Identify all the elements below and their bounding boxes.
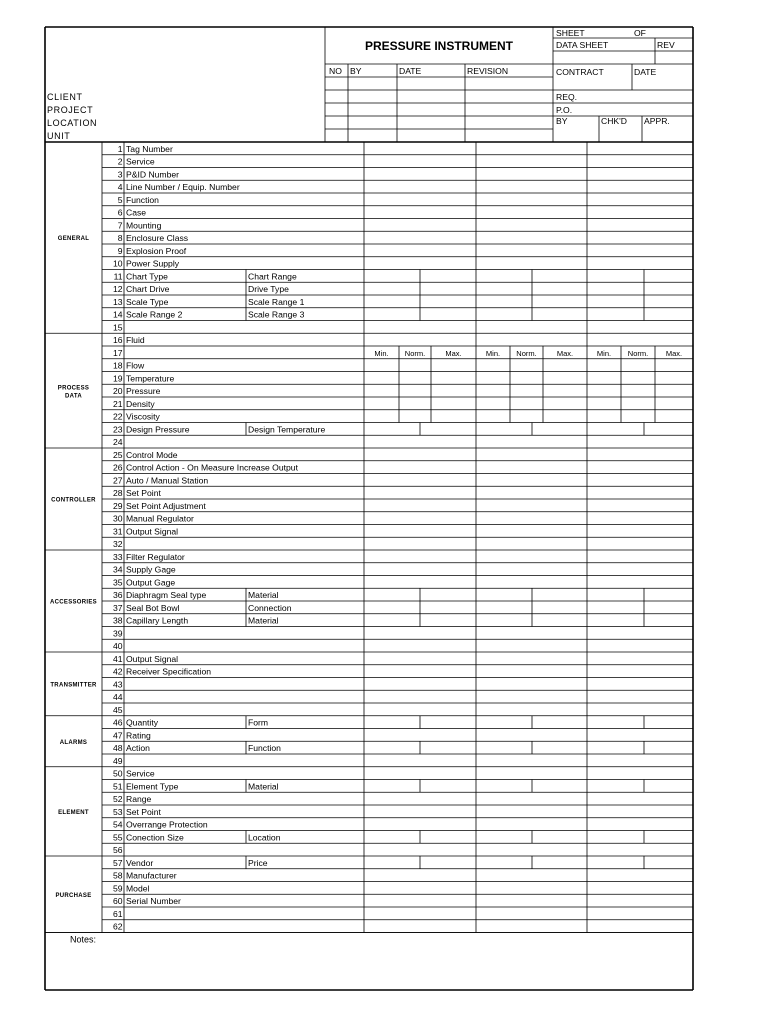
row-number: 35 — [112, 577, 123, 588]
row-label: Set Point — [126, 806, 161, 817]
section-label-transmitter: TRANSMITTER — [50, 682, 97, 689]
row-number: 52 — [112, 794, 123, 805]
row-label-secondary: Scale Range 3 — [248, 309, 305, 320]
row-number: 34 — [112, 564, 123, 575]
row-number: 53 — [112, 806, 123, 817]
row-label: Manufacturer — [126, 870, 177, 881]
row-number: 42 — [112, 666, 123, 677]
row-number: 25 — [112, 449, 123, 460]
row-label: Supply Gage — [126, 564, 176, 575]
field-client: CLIENT — [47, 92, 83, 102]
minmax-label: Norm. — [516, 348, 537, 358]
row-number: 31 — [112, 526, 123, 537]
row-number: 55 — [112, 832, 123, 843]
row-label-secondary: Price — [248, 857, 268, 868]
row-label: Pressure — [126, 386, 161, 397]
row-number: 56 — [112, 845, 123, 856]
row-number: 21 — [112, 398, 123, 409]
section-label-element: ELEMENT — [58, 809, 89, 816]
row-number: 3 — [117, 169, 123, 180]
minmax-label: Min. — [374, 348, 389, 358]
row-number: 29 — [112, 500, 123, 511]
row-label: Mounting — [126, 220, 162, 231]
row-number: 40 — [112, 641, 123, 652]
row-number: 43 — [112, 679, 123, 690]
row-number: 41 — [112, 653, 123, 664]
minmax-label: Max. — [665, 348, 683, 358]
row-label: Temperature — [126, 373, 175, 384]
row-label: Control Action - On Measure Increase Output — [126, 462, 298, 473]
contract-date-label: DATE — [634, 67, 657, 77]
row-label: Filter Regulator — [126, 551, 185, 562]
rev-label: REV — [657, 40, 675, 50]
row-label: Scale Range 2 — [126, 309, 183, 320]
row-label: Line Number / Equip. Number — [126, 182, 240, 193]
field-project: PROJECT — [47, 105, 94, 115]
section-label-controller: CONTROLLER — [51, 497, 96, 504]
row-label: Chart Type — [126, 271, 168, 282]
row-number: 4 — [117, 182, 123, 193]
row-number: 24 — [112, 437, 123, 448]
row-number: 11 — [113, 271, 123, 282]
row-number: 13 — [112, 296, 123, 307]
row-label: Serial Number — [126, 896, 181, 907]
row-label: Scale Type — [126, 296, 169, 307]
row-label: Viscosity — [126, 411, 160, 422]
row-label: Explosion Proof — [126, 245, 187, 256]
revision-header: REVISION — [467, 66, 509, 76]
row-number: 58 — [112, 870, 123, 881]
section-label-process-data: PROCESS — [57, 385, 90, 392]
row-label: Vendor — [126, 857, 154, 868]
row-number: 60 — [112, 896, 123, 907]
minmax-label: Min. — [596, 348, 612, 358]
row-label: Set Point — [126, 488, 161, 499]
field-unit: UNIT — [47, 131, 71, 141]
row-number: 38 — [112, 615, 123, 626]
row-number: 51 — [112, 781, 123, 792]
row-label: Seal Bot Bowl — [126, 602, 180, 613]
row-number: 30 — [112, 513, 123, 524]
row-number: 27 — [112, 475, 123, 486]
minmax-label: Max. — [445, 348, 462, 358]
row-number: 14 — [112, 309, 123, 320]
row-number: 17 — [112, 347, 123, 358]
po-label: P.O. — [556, 105, 573, 115]
row-label: Output Signal — [126, 526, 179, 537]
row-number: 46 — [112, 717, 123, 728]
datasheet-label: DATA SHEET — [556, 40, 609, 50]
row-label: P&ID Number — [126, 169, 180, 180]
sheet-label: SHEET — [556, 28, 585, 38]
row-label: Set Point Adjustment — [126, 500, 206, 511]
row-label: Manual Regulator — [126, 513, 194, 524]
minmax-label: Max. — [556, 348, 574, 358]
row-label: Action — [126, 743, 150, 754]
row-number: 22 — [112, 411, 123, 422]
row-number: 5 — [117, 194, 123, 205]
revision-date-header: DATE — [399, 66, 422, 76]
row-label-secondary: Function — [248, 743, 281, 754]
row-label: Case — [126, 207, 147, 218]
row-number: 15 — [112, 322, 123, 333]
row-label: Design Pressure — [126, 424, 190, 435]
contract-label: CONTRACT — [556, 67, 604, 77]
row-number: 10 — [112, 258, 123, 269]
row-label: Output Gage — [126, 577, 176, 588]
row-number: 48 — [112, 743, 123, 754]
row-number: 54 — [112, 819, 123, 830]
row-label: Function — [126, 194, 159, 205]
row-number: 18 — [112, 360, 123, 371]
row-label: Fluid — [126, 335, 145, 346]
minmax-label: Norm. — [627, 348, 649, 358]
row-number: 20 — [112, 386, 123, 397]
appr-label: APPR. — [644, 116, 670, 126]
row-label: Density — [126, 398, 155, 409]
notes-label: Notes: — [70, 934, 97, 945]
row-label: Range — [126, 794, 152, 805]
field-location: LOCATION — [47, 118, 98, 128]
row-number: 57 — [112, 857, 123, 868]
row-number: 23 — [112, 424, 123, 435]
row-number: 45 — [112, 704, 123, 715]
section-label-general: GENERAL — [57, 236, 90, 243]
row-number: 62 — [112, 921, 123, 932]
row-number: 26 — [112, 462, 123, 473]
row-number: 32 — [112, 539, 123, 550]
row-label-secondary: Material — [248, 781, 279, 792]
row-number: 7 — [117, 220, 123, 231]
row-label-secondary: Connection — [248, 602, 292, 613]
row-number: 49 — [112, 755, 123, 766]
row-number: 6 — [117, 207, 123, 218]
row-label: Overrange Protection — [126, 819, 208, 830]
chkd-label: CHK'D — [601, 116, 627, 126]
row-label: Rating — [126, 730, 151, 741]
row-number: 16 — [112, 335, 123, 346]
row-number: 28 — [112, 488, 123, 499]
row-label-secondary: Form — [248, 717, 269, 728]
section-label-purchase: PURCHASE — [55, 892, 92, 899]
row-label-secondary: Material — [248, 615, 279, 626]
revision-by-header: BY — [350, 66, 362, 76]
row-number: 47 — [112, 730, 123, 741]
row-label: Model — [126, 883, 150, 894]
row-label: Element Type — [126, 781, 179, 792]
by-label: BY — [556, 116, 568, 126]
row-number: 19 — [112, 373, 123, 384]
row-number: 50 — [112, 768, 123, 779]
form-title: PRESSURE INSTRUMENT — [364, 39, 514, 53]
section-label-accessories: ACCESSORIES — [50, 599, 97, 606]
row-number: 1 — [117, 143, 123, 154]
row-label: Diaphragm Seal type — [126, 590, 207, 601]
row-number: 12 — [112, 284, 123, 295]
row-number: 44 — [112, 692, 123, 703]
row-label-secondary: Material — [248, 590, 279, 601]
of-label: OF — [634, 28, 646, 38]
row-label: Chart Drive — [126, 284, 170, 295]
section-label-process-data: DATA — [65, 393, 82, 400]
row-number: 37 — [112, 602, 123, 613]
row-number: 36 — [112, 590, 123, 601]
revision-no-header: NO — [329, 66, 342, 76]
row-number: 2 — [117, 156, 123, 167]
req-label: REQ. — [556, 92, 578, 102]
row-label-secondary: Chart Range — [248, 271, 297, 282]
row-label: Quantity — [126, 717, 159, 728]
row-number: 33 — [112, 551, 123, 562]
row-label: Output Signal — [126, 653, 179, 664]
row-label: Flow — [126, 360, 145, 371]
row-label: Enclosure Class — [126, 233, 189, 244]
row-label: Tag Number — [126, 143, 173, 154]
row-label: Conection Size — [126, 832, 184, 843]
row-number: 61 — [112, 908, 123, 919]
row-label: Power Supply — [126, 258, 180, 269]
row-label: Capillary Length — [126, 615, 189, 626]
minmax-label: Min. — [485, 348, 501, 358]
section-label-alarms: ALARMS — [59, 739, 88, 746]
row-number: 8 — [117, 233, 123, 244]
row-label: Auto / Manual Station — [126, 475, 209, 486]
row-label: Service — [126, 156, 155, 167]
row-label-secondary: Drive Type — [248, 284, 289, 295]
row-number: 39 — [112, 628, 123, 639]
row-label-secondary: Location — [248, 832, 281, 843]
row-label: Service — [126, 768, 155, 779]
row-number: 59 — [112, 883, 123, 894]
row-label: Receiver Specification — [126, 666, 212, 677]
row-label-secondary: Design Temperature — [248, 424, 326, 435]
row-label-secondary: Scale Range 1 — [248, 296, 305, 307]
minmax-label: Norm. — [404, 348, 426, 358]
row-label: Control Mode — [126, 449, 178, 460]
row-number: 9 — [117, 245, 123, 256]
